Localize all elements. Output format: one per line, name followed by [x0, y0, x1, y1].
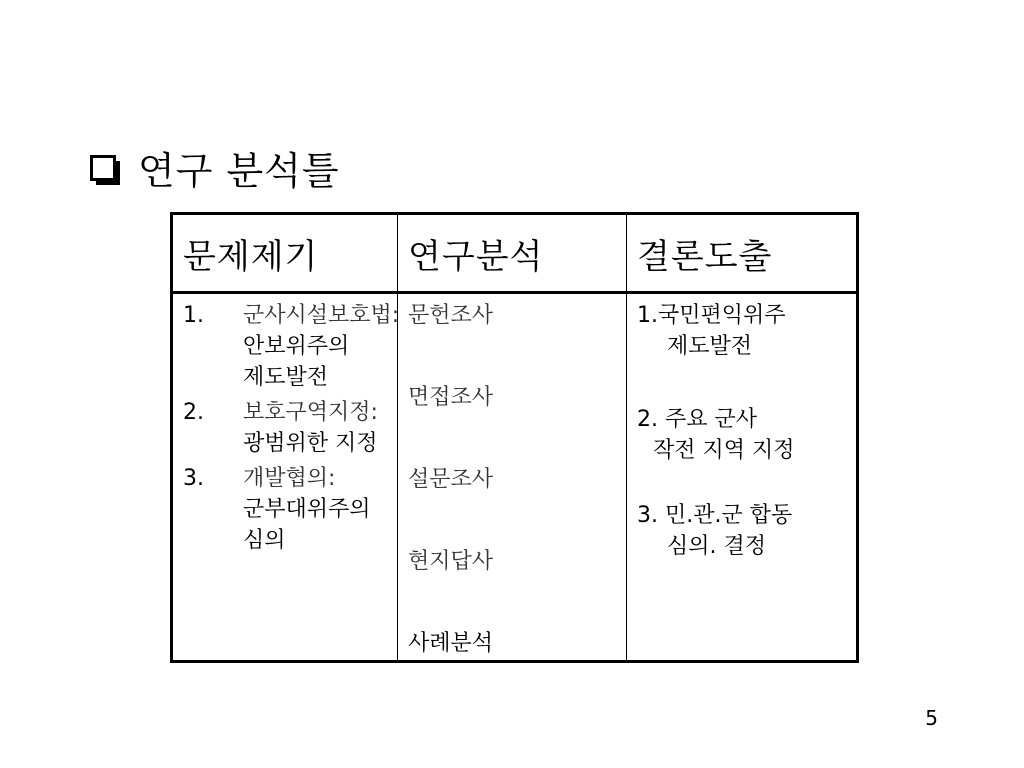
problem-lead: 보호구역지정: [243, 400, 378, 425]
conclusion-item [637, 404, 846, 466]
method-item: 문헌조사 [408, 303, 494, 328]
conclusion-item [637, 300, 846, 362]
conclusion-number: 2. [637, 407, 658, 432]
slide-title: 연구 분석틀 [138, 149, 340, 193]
table-body-row [172, 293, 858, 662]
checkbox-bullet-icon [90, 155, 122, 187]
problem-number: 3. [183, 466, 204, 491]
problem-rest: 안보위주의 제도발전 [243, 334, 350, 390]
problem-item [183, 397, 387, 459]
method-item: 면접조사 [408, 385, 494, 410]
header-conclusion: 결론도출 [627, 214, 858, 293]
slide-heading [90, 149, 340, 193]
header-analysis: 연구분석 [398, 214, 627, 293]
conclusion-line2: 심의. 결정 [667, 534, 766, 559]
problem-item [183, 300, 400, 393]
research-framework-table [170, 212, 859, 663]
conclusion-line2: 작전 지역 지정 [653, 438, 795, 463]
conclusion-item [637, 500, 846, 562]
conclusion-line1: 민.관.군 합동 [658, 503, 793, 528]
problem-text [243, 463, 387, 556]
table-header-row [172, 214, 858, 293]
conclusions-cell [627, 293, 858, 662]
problem-rest: 군부대위주의 심의 [243, 497, 371, 553]
problem-number: 2. [183, 400, 204, 425]
header-problem: 문제제기 [172, 214, 398, 293]
method-item: 사례분석 [408, 631, 494, 656]
problem-cell [172, 293, 398, 662]
method-item: 현지답사 [408, 549, 494, 574]
methods-cell [398, 293, 627, 662]
page-number: 5 [925, 706, 938, 730]
conclusion-line1: 주요 군사 [658, 407, 757, 432]
conclusion-line2: 제도발전 [667, 334, 753, 359]
conclusion-line1: 국민편익위주 [658, 303, 786, 328]
problem-number: 1. [183, 303, 204, 328]
problem-text [243, 300, 399, 393]
problem-lead: 개발협의: [243, 466, 336, 491]
problem-item [183, 463, 387, 556]
method-item: 설문조사 [408, 467, 494, 492]
conclusion-number: 1. [637, 303, 658, 328]
problem-rest: 광범위한 지정 [243, 431, 378, 456]
conclusion-number: 3. [637, 503, 658, 528]
problem-lead: 군사시설보호법: [243, 303, 400, 328]
problem-text [243, 397, 387, 459]
problem-list [183, 300, 400, 556]
